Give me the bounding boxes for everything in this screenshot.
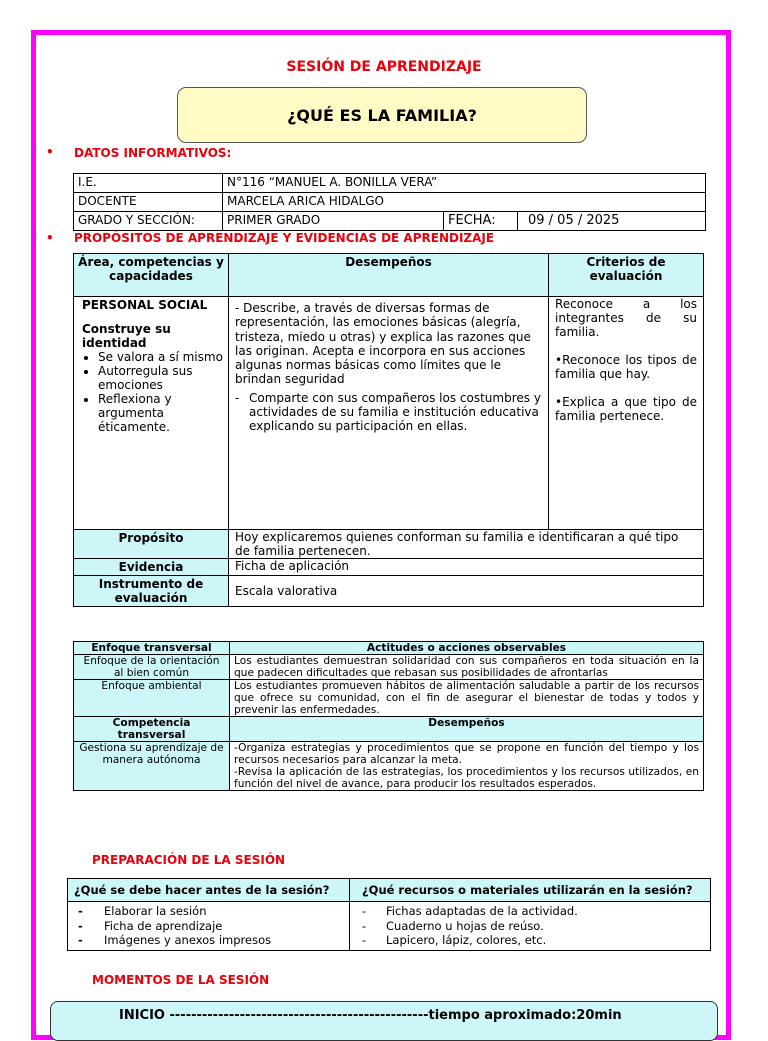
desempeno-2-row bbox=[235, 391, 542, 434]
list-item: • Autorregula sus emociones bbox=[98, 364, 224, 392]
criterio-3: •Explica a que tipo de familia pertenece. bbox=[555, 395, 697, 423]
docente-value: MARCELA ARICA HIDALGO bbox=[223, 193, 706, 212]
page-title: SESIÓN DE APRENDIZAJE bbox=[286, 59, 482, 75]
col-competencia: Competencia transversal bbox=[74, 717, 230, 742]
list-item: - Lapicero, lápiz, colores, etc. bbox=[362, 933, 547, 947]
list-item: - Cuaderno u hojas de reúso. bbox=[362, 918, 544, 933]
col-recursos: ¿Qué recursos o materiales utilizarán en la sesión? bbox=[350, 879, 711, 902]
instrumento-value: Escala valorativa bbox=[229, 576, 704, 607]
proposito-value: Hoy explicaremos quienes conforman su familia e identificaran a qué tipo de familia pertenecen. bbox=[229, 530, 704, 559]
col-criterios: Criterios de evaluación bbox=[549, 254, 704, 297]
session-title-box bbox=[177, 87, 587, 143]
ie-value: N°116 “MANUEL A. BONILLA VERA” bbox=[223, 174, 706, 193]
enfoque-2-value: Los estudiantes promueven hábitos de alimentación saludable a partir de los recursos que ofrece su comunidad, con el fin de asegurar el bienestar de todas y todos y prevenir las enfermedades. bbox=[230, 680, 704, 717]
propositos-heading: PROPÓSITOS DE APRENDIZAJE Y EVIDENCIAS DE APRENDIZAJE bbox=[74, 231, 495, 245]
capacidades-list bbox=[78, 350, 224, 434]
area-title: PERSONAL SOCIAL bbox=[82, 298, 208, 312]
datos-heading: DATOS INFORMATIVOS: bbox=[74, 146, 232, 160]
dash-icon: - bbox=[235, 390, 240, 405]
desempeno-2: Comparte con sus compañeros los costumbres y actividades de su familia e institución educativa explicando su participación en ellas. bbox=[249, 390, 541, 434]
criterio-2: •Reconoce los tipos de familia que hay. bbox=[555, 353, 697, 381]
bullet-icon: • bbox=[46, 231, 54, 245]
proposito-label: Propósito bbox=[74, 530, 229, 559]
inicio-label: INICIO ------------------------------------------------tiempo aproximado:20min bbox=[119, 1008, 622, 1023]
list-item: • Reflexiona y argumenta éticamente. bbox=[98, 392, 224, 434]
competencia-value-1: -Organiza estrategias y procedimientos que se propone en función del tiempo y los recursos necesarios para alcanzar la meta. bbox=[234, 742, 699, 766]
inicio-box bbox=[50, 1001, 718, 1041]
momentos-heading: MOMENTOS DE LA SESIÓN bbox=[92, 973, 270, 987]
bullet-icon: • bbox=[46, 145, 54, 159]
table-header-row bbox=[68, 879, 711, 902]
preparacion-heading: PREPARACIÓN DE LA SESIÓN bbox=[92, 853, 286, 867]
col-actitudes: Actitudes o acciones observables bbox=[230, 642, 704, 655]
list-item: • Se valora a sí mismo bbox=[98, 350, 224, 364]
grado-value: PRIMER GRADO bbox=[223, 212, 444, 231]
instrumento-label: Instrumento de evaluación bbox=[74, 576, 229, 607]
competencia-value-2: -Revisa la aplicación de las estrategias, los procedimientos y los recursos utilizados, en función del nivel de avance, para producir los resultados esperados. bbox=[234, 766, 699, 790]
table-row bbox=[74, 530, 704, 559]
area-cell bbox=[74, 297, 229, 530]
enfoques-table bbox=[73, 641, 704, 791]
table-row bbox=[74, 559, 704, 576]
table-header-row bbox=[74, 642, 704, 655]
table-row bbox=[74, 655, 704, 680]
table-row bbox=[74, 174, 706, 193]
competencia-value bbox=[230, 742, 704, 791]
docente-label: DOCENTE bbox=[74, 193, 223, 212]
table-row bbox=[74, 297, 704, 530]
enfoque-1-value: Los estudiantes demuestran solidaridad con sus compañeros en toda situación en la que padecen dificultades que rebasan sus posibilidades de afrontarlas bbox=[230, 655, 704, 680]
enfoque-2-label: Enfoque ambiental bbox=[74, 680, 230, 717]
table-row bbox=[74, 193, 706, 212]
list-item: - Imágenes y anexos impresos bbox=[78, 933, 272, 947]
table-row bbox=[74, 212, 706, 231]
list-item: - Fichas adaptadas de la actividad. bbox=[362, 904, 578, 918]
antes-cell bbox=[68, 902, 350, 951]
competencia: Construye su identidad bbox=[82, 322, 171, 350]
criterios-cell bbox=[549, 297, 704, 530]
ie-label: I.E. bbox=[74, 174, 223, 193]
enfoque-1-label: Enfoque de la orientación al bien común bbox=[74, 655, 230, 680]
datos-table bbox=[73, 173, 706, 231]
list-item: - Elaborar la sesión bbox=[78, 904, 207, 918]
evidencia-label: Evidencia bbox=[74, 559, 229, 576]
fecha-label: FECHA: bbox=[444, 212, 518, 231]
table-row bbox=[74, 742, 704, 791]
preparacion-table bbox=[67, 878, 711, 951]
col-antes: ¿Qué se debe hacer antes de la sesión? bbox=[68, 879, 350, 902]
table-header-row bbox=[74, 254, 704, 297]
fecha-value: 09 / 05 / 2025 bbox=[518, 212, 706, 231]
col-enfoque: Enfoque transversal bbox=[74, 642, 230, 655]
table-row bbox=[68, 902, 711, 951]
col-area: Área, competencias y capacidades bbox=[74, 254, 229, 297]
evidencia-value: Ficha de aplicación bbox=[229, 559, 704, 576]
desempenos-cell bbox=[229, 297, 549, 530]
col-desempenos: Desempeños bbox=[229, 254, 549, 297]
table-row bbox=[74, 576, 704, 607]
propositos-table bbox=[73, 253, 704, 607]
grado-label: GRADO Y SECCIÓN: bbox=[74, 212, 223, 231]
session-title: ¿QUÉ ES LA FAMILIA? bbox=[287, 105, 477, 125]
desempeno-1: - Describe, a través de diversas formas de representación, las emociones básicas (alegría, tristeza, miedo u otras) y explica las razones que las originan. Acepta e incorpora en sus acciones algunas normas básicas como límites que le brindan seguridad bbox=[235, 301, 531, 387]
table-header-row bbox=[74, 717, 704, 742]
col-desempenos-2: Desempeños bbox=[230, 717, 704, 742]
table-row bbox=[74, 680, 704, 717]
recursos-cell bbox=[350, 902, 711, 951]
criterio-1: Reconoce a los integrantes de su familia. bbox=[555, 297, 697, 339]
list-item: - Ficha de aprendizaje bbox=[78, 918, 223, 933]
competencia-label: Gestiona su aprendizaje de manera autónoma bbox=[74, 742, 230, 791]
